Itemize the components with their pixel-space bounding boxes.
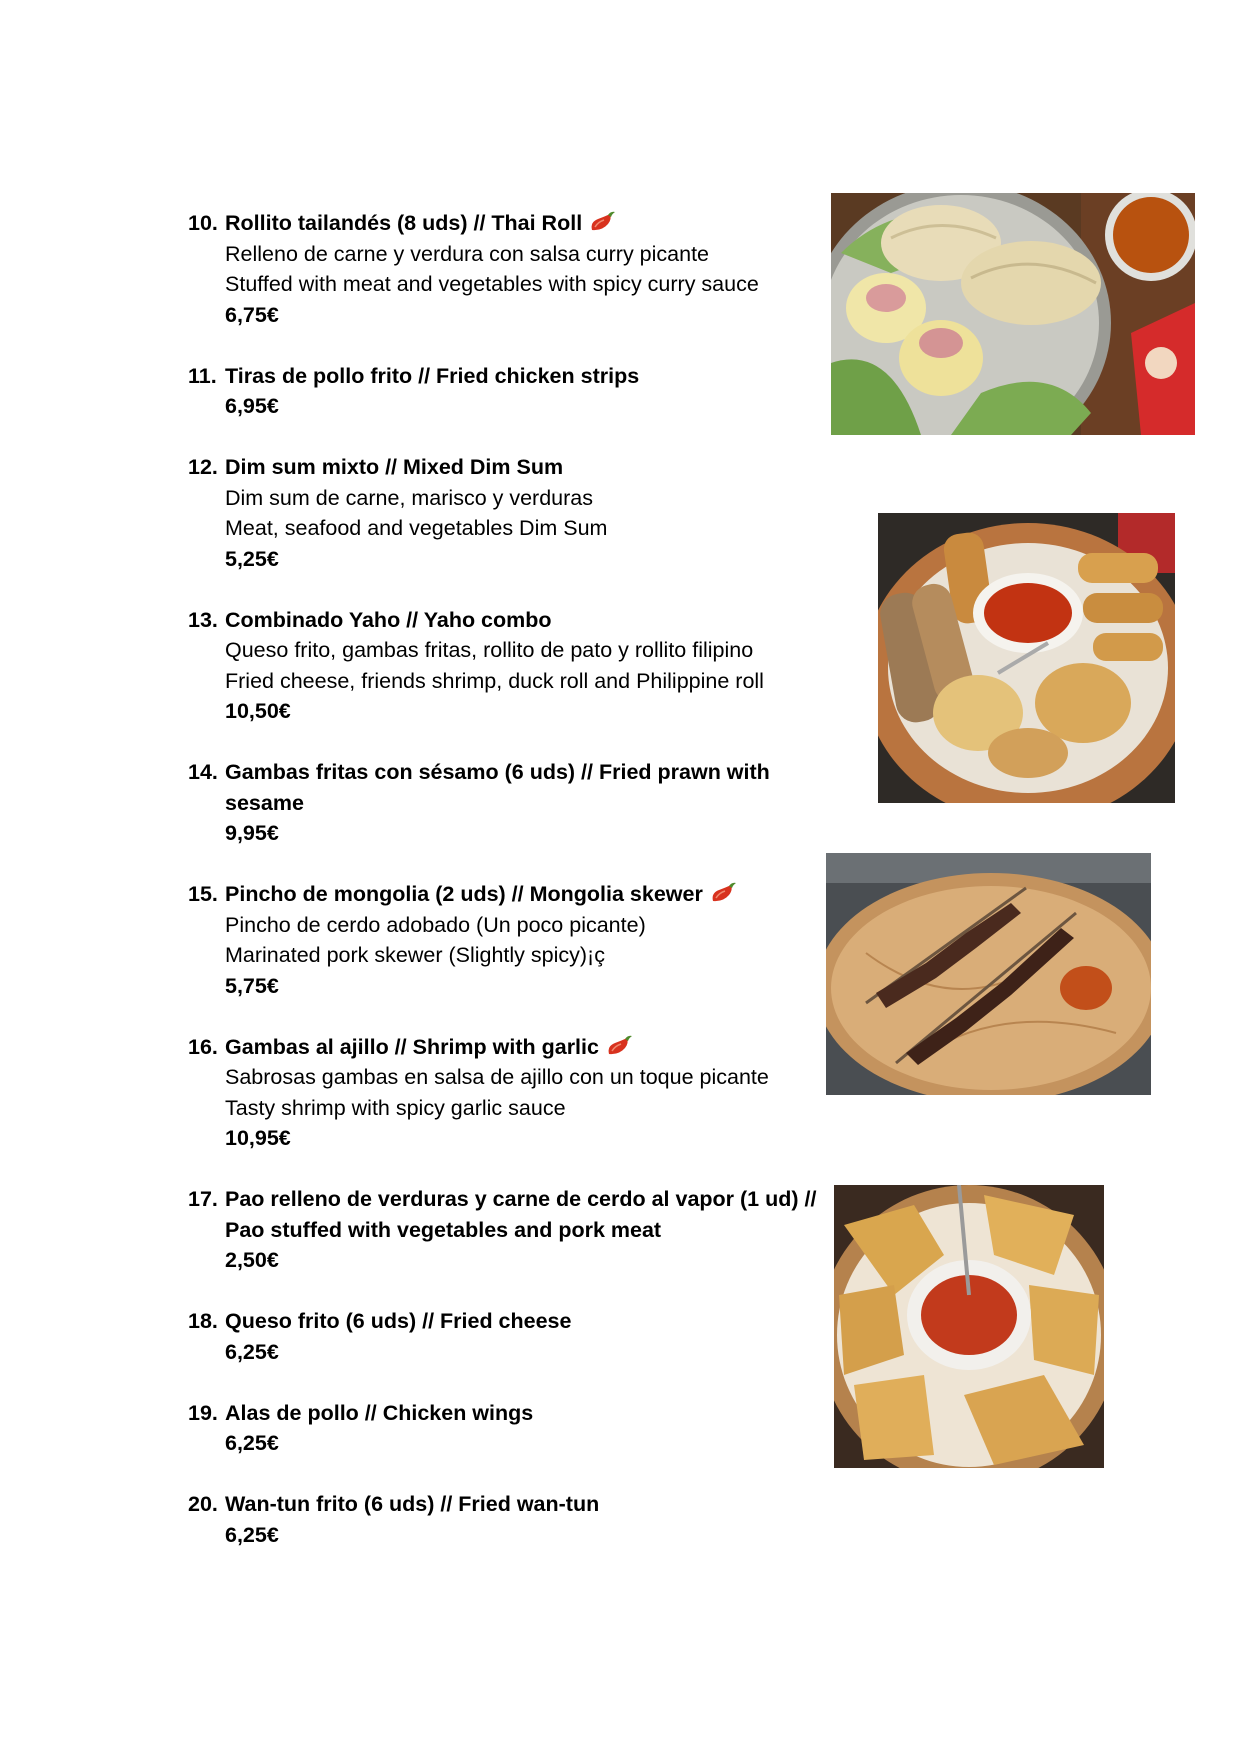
- item-spacer: [188, 1154, 818, 1185]
- item-number: 16.: [188, 1034, 218, 1059]
- fried-wantun-photo: [834, 1185, 1104, 1468]
- item-price: 6,25€: [225, 1431, 279, 1455]
- item-price: 9,95€: [225, 821, 279, 845]
- menu-item: [188, 1306, 818, 1367]
- item-price: 5,25€: [225, 546, 279, 571]
- item-title: Gambas fritas con sésamo (6 uds) // Fried prawn with sesame: [225, 760, 770, 815]
- item-description: Sabrosas gambas en salsa de ajillo con un toque picante: [225, 1065, 769, 1089]
- item-spacer: [188, 422, 818, 453]
- item-spacer: [188, 1001, 818, 1032]
- item-price: 10,95€: [225, 1126, 291, 1150]
- item-title: Queso frito (6 uds) // Fried cheese: [225, 1309, 572, 1333]
- item-spacer: [188, 330, 818, 361]
- menu-item: [188, 605, 818, 727]
- menu-item: [188, 1398, 818, 1459]
- item-title: Dim sum mixto // Mixed Dim Sum: [225, 455, 564, 479]
- item-spacer: [188, 727, 818, 758]
- item-price: 6,95€: [225, 394, 279, 418]
- menu-item: [188, 361, 818, 422]
- chili-pepper-icon: [709, 881, 737, 905]
- item-number: 10.: [188, 211, 218, 235]
- item-price: 10,50€: [225, 699, 291, 723]
- item-description: Dim sum de carne, marisco y verduras: [225, 485, 593, 510]
- menu-item: [188, 1184, 818, 1276]
- item-price: 6,25€: [225, 1522, 279, 1547]
- yaho-combo-photo: [878, 513, 1175, 803]
- menu-item: [188, 757, 818, 849]
- item-description: Marinated pork skewer (Slightly spicy)¡ç: [225, 943, 605, 967]
- item-spacer: [188, 1276, 818, 1307]
- mongolia-skewer-photo: [826, 853, 1151, 1095]
- menu-item: [188, 1489, 818, 1550]
- item-description: Stuffed with meat and vegetables with spicy curry sauce: [225, 272, 759, 296]
- item-title: Combinado Yaho // Yaho combo: [225, 607, 552, 632]
- item-title: Pincho de mongolia (2 uds) // Mongolia skewer: [225, 882, 703, 906]
- menu-item: [188, 1032, 818, 1154]
- item-price: 5,75€: [225, 973, 279, 998]
- item-description: Meat, seafood and vegetables Dim Sum: [225, 516, 608, 540]
- item-number: 14.: [188, 760, 218, 784]
- item-spacer: [188, 1367, 818, 1398]
- item-description: Relleno de carne y verdura con salsa curry picante: [225, 241, 710, 266]
- item-spacer: [188, 574, 818, 605]
- item-title: Alas de pollo // Chicken wings: [225, 1400, 534, 1425]
- item-spacer: [188, 849, 818, 880]
- item-title: Gambas al ajillo // Shrimp with garlic: [225, 1034, 599, 1059]
- item-number: 17.: [188, 1187, 218, 1211]
- item-price: 2,50€: [225, 1248, 279, 1272]
- chili-pepper-icon: [605, 1034, 633, 1058]
- item-description: Queso frito, gambas fritas, rollito de pato y rollito filipino: [225, 638, 754, 662]
- menu-item: [188, 208, 818, 330]
- menu-list: [188, 208, 818, 1550]
- item-title: Wan-tun frito (6 uds) // Fried wan-tun: [225, 1492, 600, 1516]
- item-price: 6,75€: [225, 302, 279, 327]
- item-title: Tiras de pollo frito // Fried chicken strips: [225, 363, 640, 388]
- item-number: 11.: [188, 363, 217, 388]
- item-number: 18.: [188, 1309, 218, 1333]
- item-number: 13.: [188, 607, 218, 632]
- item-number: 12.: [188, 455, 218, 479]
- item-number: 20.: [188, 1492, 218, 1516]
- item-description: Tasty shrimp with spicy garlic sauce: [225, 1095, 566, 1120]
- item-spacer: [188, 1459, 818, 1490]
- item-number: 19.: [188, 1400, 218, 1425]
- menu-item: [188, 452, 818, 574]
- chili-pepper-icon: [588, 210, 616, 234]
- item-title: Pao relleno de verduras y carne de cerdo al vapor (1 ud) // Pao stuffed with vegetables and pork meat: [225, 1187, 817, 1242]
- item-number: 15.: [188, 882, 218, 906]
- menu-item: [188, 879, 818, 1001]
- item-description: Fried cheese, friends shrimp, duck roll and Philippine roll: [225, 668, 764, 693]
- item-price: 6,25€: [225, 1339, 279, 1364]
- item-title: Rollito tailandés (8 uds) // Thai Roll: [225, 211, 583, 235]
- item-description: Pincho de cerdo adobado (Un poco picante): [225, 912, 646, 937]
- dim-sum-photo: [831, 193, 1195, 435]
